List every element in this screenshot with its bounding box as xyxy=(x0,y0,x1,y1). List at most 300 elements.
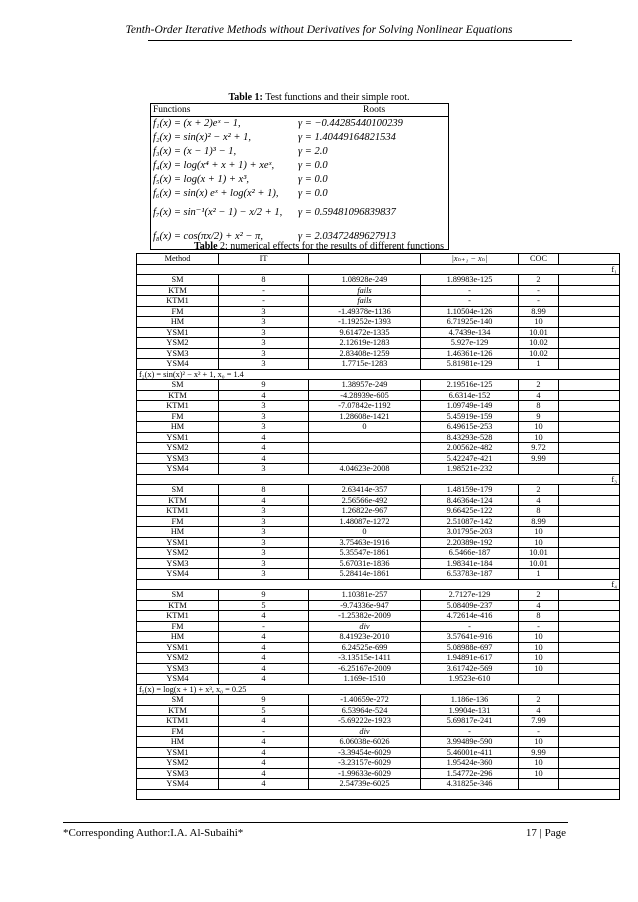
value-cell: 2.56566e-492 xyxy=(309,495,421,506)
value-cell: 2.63414e-357 xyxy=(309,485,421,496)
value-cell: 6.24525e-699 xyxy=(309,642,421,653)
coc-cell: 10 xyxy=(519,632,559,643)
it-cell: 4 xyxy=(219,642,309,653)
it-cell: 4 xyxy=(219,611,309,622)
error-cell: 5.927e-129 xyxy=(421,338,519,349)
method-cell: YSM3 xyxy=(137,453,219,464)
method-cell: KTM1 xyxy=(137,506,219,517)
it-cell: 3 xyxy=(219,569,309,580)
value-cell: 5.35547e-1861 xyxy=(309,548,421,559)
header-rule xyxy=(148,40,572,41)
coc-cell: 10 xyxy=(519,422,559,433)
value-cell: -9.74336e-947 xyxy=(309,600,421,611)
blank-cell xyxy=(137,789,620,800)
table-row xyxy=(137,716,620,727)
table2-section-row xyxy=(137,369,620,380)
spacer-cell xyxy=(559,758,620,769)
method-cell: YSM4 xyxy=(137,464,219,475)
table-row xyxy=(137,506,620,517)
table2-section-row xyxy=(137,684,620,695)
coc-cell: 10.02 xyxy=(519,338,559,349)
it-cell: - xyxy=(219,621,309,632)
value-cell: -7.07842e-1192 xyxy=(309,401,421,412)
table-row xyxy=(137,611,620,622)
coc-cell: 4 xyxy=(519,390,559,401)
table-row xyxy=(137,632,620,643)
table2-caption-label: Table xyxy=(193,241,218,252)
error-cell: 1.54772e-296 xyxy=(421,768,519,779)
value-cell: -1.99633e-6029 xyxy=(309,768,421,779)
root-cell: γ = 0.0 xyxy=(298,174,328,185)
error-cell: - xyxy=(421,285,519,296)
error-cell: 1.186e-136 xyxy=(421,695,519,706)
coc-cell: 10.01 xyxy=(519,558,559,569)
spacer-cell xyxy=(559,390,620,401)
coc-cell: 2 xyxy=(519,485,559,496)
table2-section-row xyxy=(137,474,620,485)
spacer-cell xyxy=(559,621,620,632)
table2-col-error: |xₙ₊₁ − xₙ| xyxy=(421,254,519,265)
function-cell: f₄(x) = log⁡(x⁴ + x + 1) + xeˣ, xyxy=(153,160,275,171)
error-cell: - xyxy=(421,726,519,737)
table2-caption-text: 2: numerical effects for the results of different functions xyxy=(217,241,445,252)
error-cell: 1.48159e-179 xyxy=(421,485,519,496)
it-cell: 4 xyxy=(219,432,309,443)
table-row xyxy=(137,737,620,748)
table-row xyxy=(137,726,620,737)
it-cell: 4 xyxy=(219,443,309,454)
method-cell: FM xyxy=(137,411,219,422)
it-cell: 4 xyxy=(219,663,309,674)
it-cell: 4 xyxy=(219,390,309,401)
coc-cell: 10 xyxy=(519,737,559,748)
table-row xyxy=(137,338,620,349)
coc-cell: 8 xyxy=(519,506,559,517)
method-cell: YSM1 xyxy=(137,747,219,758)
it-cell: 3 xyxy=(219,516,309,527)
coc-cell xyxy=(519,674,559,685)
table-row xyxy=(137,590,620,601)
table-row xyxy=(137,485,620,496)
it-cell: 9 xyxy=(219,695,309,706)
it-cell: 4 xyxy=(219,495,309,506)
value-cell: -5.69222e-1923 xyxy=(309,716,421,727)
it-cell: - xyxy=(219,726,309,737)
section-label: f₄ xyxy=(137,579,620,590)
function-cell: f₂(x) = sin⁡(x)² − x² + 1, xyxy=(153,132,251,143)
spacer-cell xyxy=(559,642,620,653)
value-cell: 6.06038e-6026 xyxy=(309,737,421,748)
coc-cell: 1 xyxy=(519,569,559,580)
value-cell xyxy=(309,432,421,443)
it-cell: 3 xyxy=(219,558,309,569)
method-cell: KTM1 xyxy=(137,611,219,622)
error-cell: 1.9904e-131 xyxy=(421,705,519,716)
error-cell: 1.89983e-125 xyxy=(421,275,519,286)
it-cell: 3 xyxy=(219,359,309,370)
method-cell: YSM4 xyxy=(137,674,219,685)
table-row xyxy=(137,674,620,685)
method-cell: YSM1 xyxy=(137,327,219,338)
error-cell: 5.42247e-421 xyxy=(421,453,519,464)
error-cell: 3.57641e-916 xyxy=(421,632,519,643)
coc-cell: 2 xyxy=(519,695,559,706)
error-cell: 6.53783e-187 xyxy=(421,569,519,580)
table1-caption xyxy=(0,92,638,103)
method-cell: KTM1 xyxy=(137,716,219,727)
value-cell: 5.28414e-1861 xyxy=(309,569,421,580)
table1-header xyxy=(151,104,448,117)
method-cell: SM xyxy=(137,485,219,496)
method-cell: FM xyxy=(137,516,219,527)
coc-cell: 10 xyxy=(519,432,559,443)
value-cell: fails xyxy=(309,285,421,296)
spacer-cell xyxy=(559,737,620,748)
error-cell: 2.19516e-125 xyxy=(421,380,519,391)
error-cell: 4.7439e-134 xyxy=(421,327,519,338)
error-cell: 1.46361e-126 xyxy=(421,348,519,359)
spacer-cell xyxy=(559,306,620,317)
footer-author: *Corresponding Author:I.A. Al-Subaihi* xyxy=(63,827,244,839)
error-cell: 2.7127e-129 xyxy=(421,590,519,601)
spacer-cell xyxy=(559,611,620,622)
table1-row xyxy=(151,201,448,225)
method-cell: YSM3 xyxy=(137,348,219,359)
table-row xyxy=(137,296,620,307)
section-label: f₅(x) = log(x + 1) + x³, x₀ = 0.25 xyxy=(137,684,620,695)
error-cell: 1.10504e-126 xyxy=(421,306,519,317)
table-row xyxy=(137,516,620,527)
value-cell: 2.83408e-1259 xyxy=(309,348,421,359)
table1-caption-text: Test functions and their simple root. xyxy=(262,92,410,103)
value-cell: -1.25382e-2009 xyxy=(309,611,421,622)
error-cell: 1.09749e-149 xyxy=(421,401,519,412)
value-cell: 0 xyxy=(309,422,421,433)
method-cell: HM xyxy=(137,527,219,538)
value-cell: 1.7715e-1283 xyxy=(309,359,421,370)
value-cell: -3.13515e-1411 xyxy=(309,653,421,664)
table-row xyxy=(137,348,620,359)
coc-cell: 9 xyxy=(519,411,559,422)
table2-col-spacer xyxy=(559,254,620,265)
spacer-cell xyxy=(559,768,620,779)
spacer-cell xyxy=(559,747,620,758)
error-cell: 1.9523e-610 xyxy=(421,674,519,685)
method-cell: YSM2 xyxy=(137,443,219,454)
coc-cell: 8.99 xyxy=(519,516,559,527)
spacer-cell xyxy=(559,359,620,370)
it-cell: 8 xyxy=(219,275,309,286)
root-cell: γ = 0.0 xyxy=(298,160,328,171)
table-row xyxy=(137,527,620,538)
error-cell: 1.98341e-184 xyxy=(421,558,519,569)
method-cell: YSM3 xyxy=(137,558,219,569)
table-row xyxy=(137,443,620,454)
table-row xyxy=(137,380,620,391)
value-cell: -1.40659e-272 xyxy=(309,695,421,706)
error-cell: 6.5466e-187 xyxy=(421,548,519,559)
error-cell: 5.81981e-129 xyxy=(421,359,519,370)
table2-section-row xyxy=(137,264,620,275)
method-cell: KTM1 xyxy=(137,401,219,412)
coc-cell: 10 xyxy=(519,758,559,769)
value-cell: 1.28608e-1421 xyxy=(309,411,421,422)
section-label: f₃ xyxy=(137,474,620,485)
table1-col-functions: Functions xyxy=(153,105,191,115)
table1-row xyxy=(151,131,448,145)
table1-caption-label: Table 1: xyxy=(228,92,263,103)
it-cell: 4 xyxy=(219,779,309,790)
table-row xyxy=(137,285,620,296)
coc-cell: 10 xyxy=(519,642,559,653)
value-cell: 5.67031e-1836 xyxy=(309,558,421,569)
coc-cell: 2 xyxy=(519,380,559,391)
spacer-cell xyxy=(559,432,620,443)
table1-row xyxy=(151,187,448,201)
method-cell: SM xyxy=(137,590,219,601)
spacer-cell xyxy=(559,317,620,328)
it-cell: 8 xyxy=(219,485,309,496)
error-cell: 5.45919e-159 xyxy=(421,411,519,422)
spacer-cell xyxy=(559,443,620,454)
function-cell: f₅(x) = log(x + 1) + x³, xyxy=(153,174,249,185)
spacer-cell xyxy=(559,285,620,296)
table1-row xyxy=(151,117,448,131)
error-cell: 2.00562e-482 xyxy=(421,443,519,454)
spacer-cell xyxy=(559,327,620,338)
value-cell: -4.28939e-605 xyxy=(309,390,421,401)
coc-cell: 10 xyxy=(519,527,559,538)
method-cell: YSM4 xyxy=(137,779,219,790)
table-row xyxy=(137,747,620,758)
root-cell: γ = −0.44285440100239 xyxy=(298,118,403,129)
spacer-cell xyxy=(559,275,620,286)
table-row xyxy=(137,317,620,328)
it-cell: 4 xyxy=(219,758,309,769)
table2 xyxy=(136,253,620,800)
error-cell: 9.66425e-122 xyxy=(421,506,519,517)
error-cell: 1.95424e-360 xyxy=(421,758,519,769)
value-cell: -3.39454e-6029 xyxy=(309,747,421,758)
it-cell: 4 xyxy=(219,453,309,464)
spacer-cell xyxy=(559,422,620,433)
function-cell: f₆(x) = sin(x) eˣ + log(x² + 1), xyxy=(153,188,279,199)
error-cell: 2.20389e-192 xyxy=(421,537,519,548)
method-cell: YSM2 xyxy=(137,338,219,349)
it-cell: 3 xyxy=(219,348,309,359)
method-cell: FM xyxy=(137,621,219,632)
root-cell: γ = 1.40449164821534 xyxy=(298,132,396,143)
coc-cell xyxy=(519,464,559,475)
method-cell: YSM3 xyxy=(137,768,219,779)
it-cell: 4 xyxy=(219,747,309,758)
value-cell: 2.12619e-1283 xyxy=(309,338,421,349)
table-row xyxy=(137,705,620,716)
coc-cell: 1 xyxy=(519,359,559,370)
error-cell: 1.98521e-232 xyxy=(421,464,519,475)
table-row xyxy=(137,653,620,664)
coc-cell: 10.01 xyxy=(519,327,559,338)
method-cell: SM xyxy=(137,275,219,286)
spacer-cell xyxy=(559,485,620,496)
coc-cell: 9.72 xyxy=(519,443,559,454)
method-cell: KTM xyxy=(137,495,219,506)
error-cell: 8.46364e-124 xyxy=(421,495,519,506)
error-cell: 6.49615e-253 xyxy=(421,422,519,433)
method-cell: HM xyxy=(137,737,219,748)
coc-cell: 2 xyxy=(519,590,559,601)
method-cell: YSM2 xyxy=(137,653,219,664)
coc-cell: 8 xyxy=(519,401,559,412)
coc-cell: - xyxy=(519,285,559,296)
table2-body xyxy=(137,264,620,800)
value-cell: 1.26822e-967 xyxy=(309,506,421,517)
spacer-cell xyxy=(559,464,620,475)
it-cell: 3 xyxy=(219,306,309,317)
value-cell: 1.48087e-1272 xyxy=(309,516,421,527)
spacer-cell xyxy=(559,380,620,391)
value-cell xyxy=(309,443,421,454)
spacer-cell xyxy=(559,548,620,559)
table-row xyxy=(137,558,620,569)
value-cell: div xyxy=(309,726,421,737)
it-cell: 3 xyxy=(219,548,309,559)
error-cell: 5.08988e-697 xyxy=(421,642,519,653)
value-cell: 1.10381e-257 xyxy=(309,590,421,601)
error-cell: 3.61742e-569 xyxy=(421,663,519,674)
table-row xyxy=(137,275,620,286)
spacer-cell xyxy=(559,695,620,706)
table-row xyxy=(137,464,620,475)
footer-rule xyxy=(63,822,568,823)
method-cell: YSM2 xyxy=(137,548,219,559)
error-cell: 3.99489e-590 xyxy=(421,737,519,748)
value-cell: 2.54739e-6025 xyxy=(309,779,421,790)
table-row xyxy=(137,453,620,464)
function-cell: f₃(x) = (x − 1)³ − 1, xyxy=(153,146,237,157)
value-cell: 6.53964e-524 xyxy=(309,705,421,716)
it-cell: - xyxy=(219,296,309,307)
table2-col-value xyxy=(309,254,421,265)
table-row xyxy=(137,758,620,769)
method-cell: KTM1 xyxy=(137,296,219,307)
method-cell: HM xyxy=(137,317,219,328)
root-cell: γ = 2.03472489627913 xyxy=(298,231,396,242)
table2-blank-row xyxy=(137,789,620,800)
it-cell: 5 xyxy=(219,600,309,611)
method-cell: HM xyxy=(137,632,219,643)
table-row xyxy=(137,537,620,548)
table2-section-row xyxy=(137,579,620,590)
method-cell: YSM3 xyxy=(137,663,219,674)
coc-cell: 9.99 xyxy=(519,747,559,758)
spacer-cell xyxy=(559,537,620,548)
spacer-cell xyxy=(559,590,620,601)
method-cell: KTM xyxy=(137,390,219,401)
table-row xyxy=(137,327,620,338)
method-cell: KTM xyxy=(137,285,219,296)
root-cell: γ = 0.59481096839837 xyxy=(298,207,396,218)
coc-cell: 10.01 xyxy=(519,548,559,559)
table-row xyxy=(137,569,620,580)
value-cell: -1.19252e-1393 xyxy=(309,317,421,328)
it-cell: 5 xyxy=(219,705,309,716)
it-cell: 4 xyxy=(219,653,309,664)
error-cell: 1.94891e-617 xyxy=(421,653,519,664)
spacer-cell xyxy=(559,527,620,538)
table1-row xyxy=(151,159,448,173)
spacer-cell xyxy=(559,516,620,527)
it-cell: 9 xyxy=(219,380,309,391)
table1-row xyxy=(151,145,448,159)
function-cell: f₇(x) = sin⁻¹(x² − 1) − x/2 + 1, xyxy=(153,207,283,218)
it-cell: 3 xyxy=(219,317,309,328)
method-cell: YSM1 xyxy=(137,642,219,653)
error-cell: 5.69817e-241 xyxy=(421,716,519,727)
error-cell: 6.6314e-152 xyxy=(421,390,519,401)
it-cell: 3 xyxy=(219,527,309,538)
error-cell: 6.71925e-140 xyxy=(421,317,519,328)
method-cell: FM xyxy=(137,726,219,737)
coc-cell: - xyxy=(519,621,559,632)
table-row xyxy=(137,306,620,317)
method-cell: YSM1 xyxy=(137,432,219,443)
error-cell: 4.31825e-346 xyxy=(421,779,519,790)
value-cell: 4.04623e-2008 xyxy=(309,464,421,475)
coc-cell: 10 xyxy=(519,537,559,548)
method-cell: SM xyxy=(137,380,219,391)
section-label: f₁ xyxy=(137,264,620,275)
method-cell: YSM1 xyxy=(137,537,219,548)
error-cell: - xyxy=(421,621,519,632)
spacer-cell xyxy=(559,506,620,517)
coc-cell: 10 xyxy=(519,663,559,674)
table-row xyxy=(137,642,620,653)
table-row xyxy=(137,779,620,790)
it-cell: 3 xyxy=(219,338,309,349)
spacer-cell xyxy=(559,348,620,359)
spacer-cell xyxy=(559,705,620,716)
it-cell: 3 xyxy=(219,537,309,548)
spacer-cell xyxy=(559,779,620,790)
it-cell: 3 xyxy=(219,506,309,517)
table-row xyxy=(137,600,620,611)
coc-cell: 2 xyxy=(519,275,559,286)
coc-cell: 8 xyxy=(519,611,559,622)
table-row xyxy=(137,695,620,706)
spacer-cell xyxy=(559,296,620,307)
value-cell: 1.08928e-249 xyxy=(309,275,421,286)
spacer-cell xyxy=(559,569,620,580)
value-cell: 8.41923e-2010 xyxy=(309,632,421,643)
spacer-cell xyxy=(559,495,620,506)
table-row xyxy=(137,401,620,412)
spacer-cell xyxy=(559,338,620,349)
spacer-cell xyxy=(559,663,620,674)
coc-cell: 4 xyxy=(519,705,559,716)
value-cell xyxy=(309,453,421,464)
method-cell: KTM xyxy=(137,600,219,611)
method-cell: FM xyxy=(137,306,219,317)
spacer-cell xyxy=(559,726,620,737)
it-cell: 3 xyxy=(219,401,309,412)
it-cell: 3 xyxy=(219,327,309,338)
spacer-cell xyxy=(559,600,620,611)
coc-cell: 9.99 xyxy=(519,453,559,464)
error-cell: 5.08409e-237 xyxy=(421,600,519,611)
value-cell: 3.75463e-1916 xyxy=(309,537,421,548)
it-cell: 4 xyxy=(219,768,309,779)
